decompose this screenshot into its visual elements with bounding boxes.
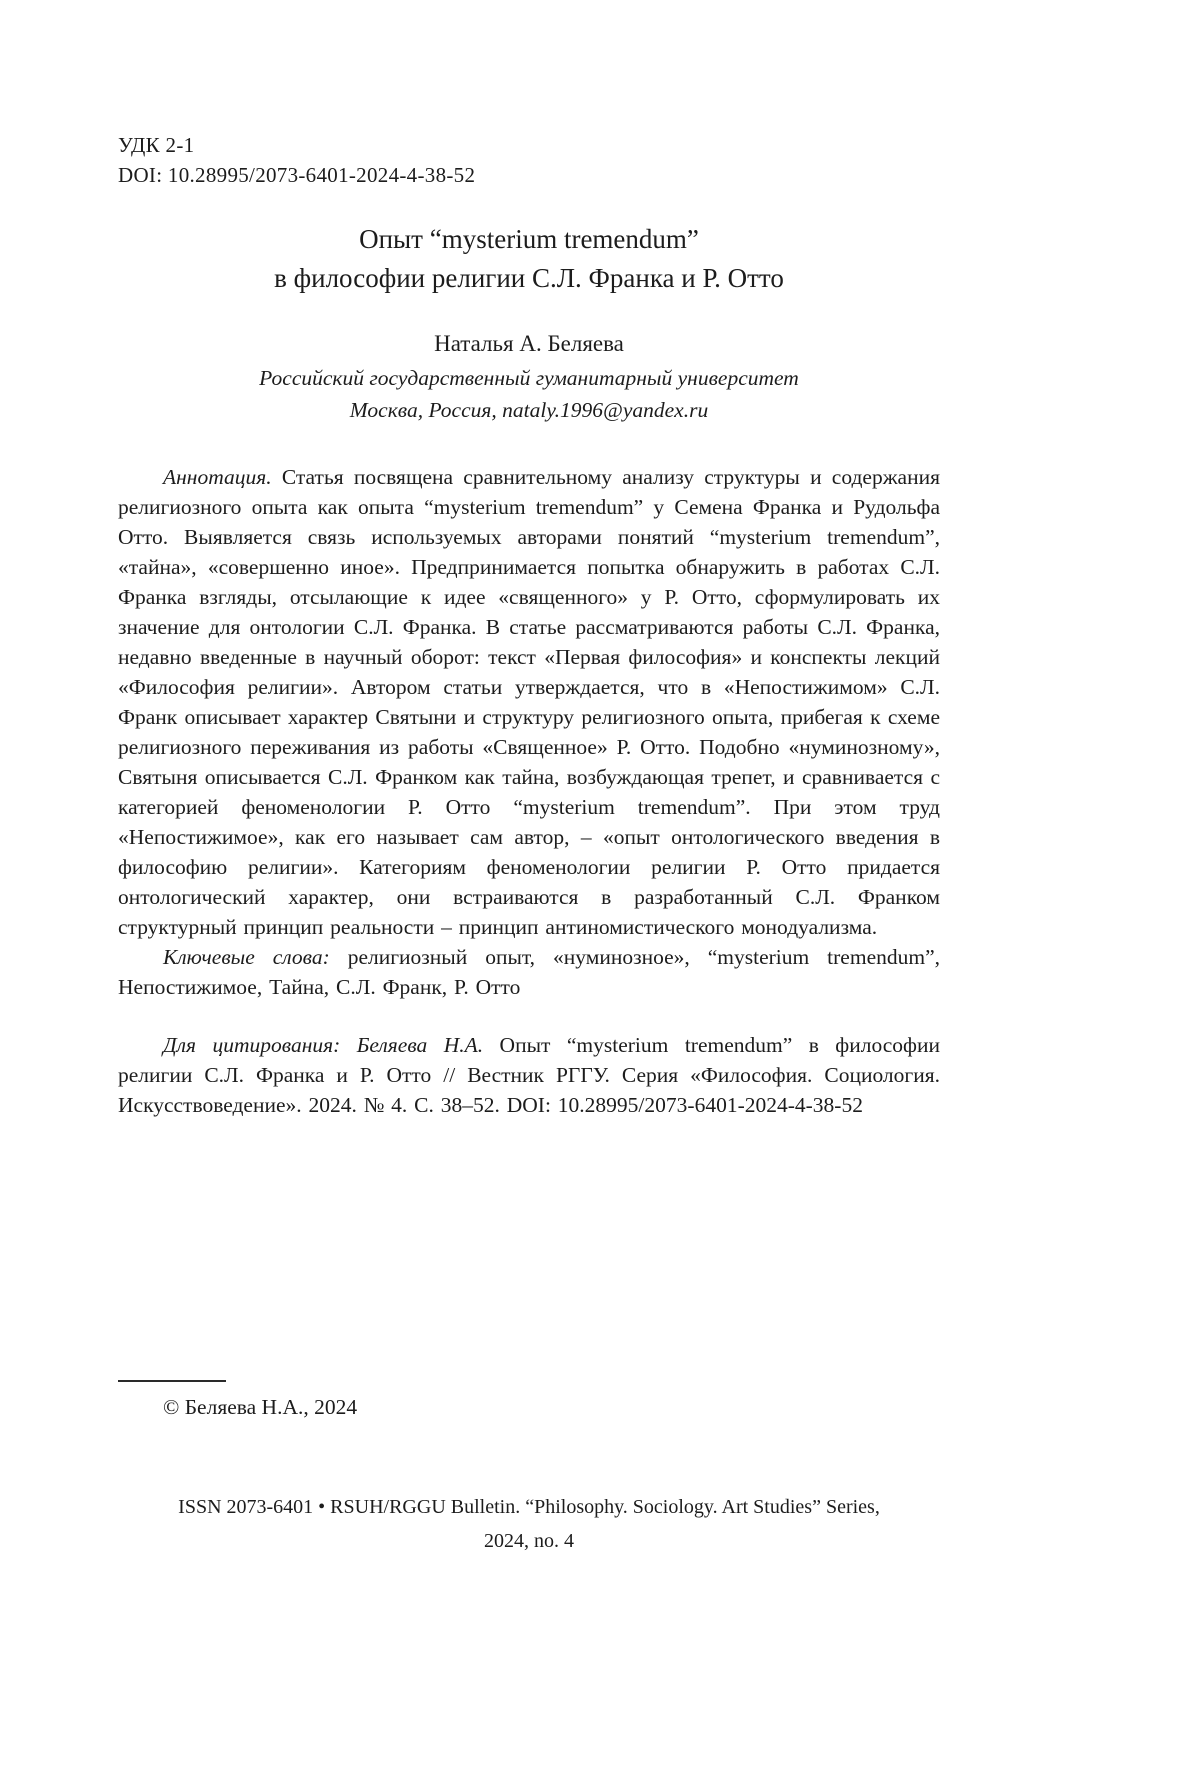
keywords-paragraph: [118, 942, 940, 1002]
copyright-block: [118, 1380, 357, 1422]
author-block: [118, 326, 940, 426]
copyright-rule: [118, 1380, 226, 1382]
citation-text: Опыт “mysterium tremendum” в философии религии С.Л. Франка и Р. Отто // Вестник РГГУ. Серия «Философия. Социология. Искусствоведение». 2024. № 4. С. 38–52. DOI: 10.28995/2073-6401-2024-4-38-52: [118, 1033, 940, 1117]
author-contact: Москва, Россия, nataly.1996@yandex.ru: [349, 398, 709, 422]
keywords-text: религиозный опыт, «нуминозное», “mysterium tremendum”, Непостижимое, Тайна, С.Л. Франк, Р. Отто: [118, 945, 941, 999]
citation-paragraph: [118, 1030, 940, 1120]
article-title-line1: Опыт “mysterium tremendum”: [359, 224, 699, 254]
footer-issn-line: ISSN 2073-6401 • RSUH/RGGU Bulletin. “Philosophy. Sociology. Art Studies” Series,: [178, 1496, 880, 1518]
journal-footer: [118, 1490, 940, 1558]
keywords-label: Ключевые слова:: [163, 945, 330, 969]
abstract-paragraph: [118, 462, 940, 942]
article-title-line2: в философии религии С.Л. Франка и Р. Отто: [274, 263, 784, 293]
citation-label: Для цитирования: Беляева Н.А.: [163, 1033, 484, 1057]
article-meta: [118, 130, 940, 190]
doi-number: DOI: 10.28995/2073-6401-2024-4-38-52: [118, 163, 476, 187]
abstract-label: Аннотация.: [163, 465, 272, 489]
author-name: Наталья А. Беляева: [434, 331, 624, 356]
article-body: [118, 462, 940, 1120]
abstract-text: Статья посвящена сравнительному анализу структуры и содержания религиозного опыта как опыта “mysterium tremendum” у Семена Франка и Рудольфа Отто. Выявляется связь используемых авторами понятий “mysterium tremendum”, «тайна», «совершенно иное». Предпринимается попытка обнаружить в работах С.Л. Франка взгляды, отсылающие к идее «священного» у Р. Отто, сформулировать их значение для онтологии С.Л. Франка. В статье рассматриваются работы С.Л. Франка, недавно введенные в научный оборот: текст «Первая философия» и конспекты лекций «Философия религии». Автором статьи утверждается, что в «Непостижимом» С.Л. Франк описывает характер Святыни и структуру религиозного опыта, прибегая к схеме религиозного переживания из работы «Священное» Р. Отто. Подобно «нуминозному», Святыня описывается С.Л. Франком как тайна, возбуждающая трепет, и сравнивается с категорией феноменологии Р. Отто “mysterium tremendum”. При этом труд «Непостижимое», как его называет сам автор, – «опыт онтологического введения в философию религии». Категориям феноменологии религии Р. Отто придается онтологический характер, они встраиваются в разработанный С.Л. Франком структурный принцип реальности – принцип антиномистического монодуализма.: [118, 465, 940, 939]
author-affiliation: Российский государственный гуманитарный университет: [259, 366, 799, 390]
footer-issue-line: 2024, no. 4: [484, 1530, 574, 1552]
article-title: [118, 220, 940, 298]
udc-number: УДК 2-1: [118, 133, 195, 157]
copyright-text: © Беляева Н.А., 2024: [163, 1395, 358, 1419]
